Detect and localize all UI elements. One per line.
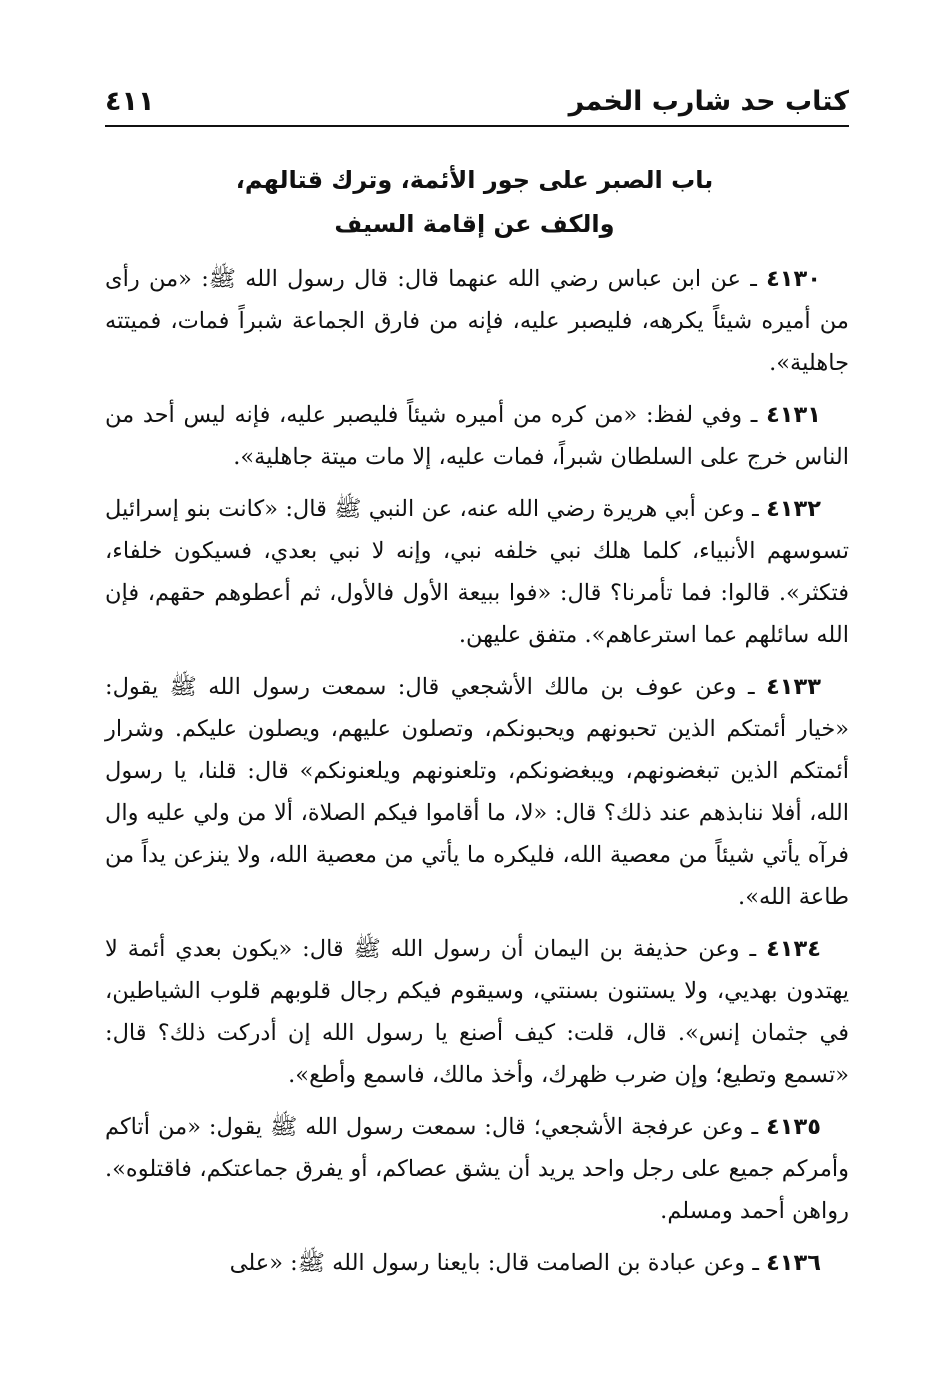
hadith-number: ٤١٣٢ (766, 496, 821, 522)
hadith-text: ـ وعن حذيفة بن اليمان أن رسول الله ﷺ قال: «يكون بعدي أئمة لا يهتدون بهديي، ولا يستنون بسنتي، وسيقوم فيكم رجال قلوبهم قلوب الشياطين، في جثمان إنس». قال، قلت: كيف أصنع يا رسول الله إن أدركت ذلك؟ قال: «تسمع وتطيع؛ وإن ضرب ظهرك، وأخذ مالك، فاسمع وأطع». (105, 936, 849, 1088)
hadith-number: ٤١٣١ (766, 402, 821, 428)
hadith-paragraph (105, 928, 849, 1096)
hadith-number: ٤١٣٣ (766, 674, 821, 700)
chapter-title-line-2: والكف عن إقامة السيف (334, 210, 615, 238)
hadith-text: ـ وعن عبادة بن الصامت قال: بايعنا رسول الله ﷺ: «على (229, 1250, 767, 1276)
hadith-number: ٤١٣٦ (766, 1250, 821, 1276)
hadith-paragraph (105, 1106, 849, 1232)
hadith-text: ـ وعن عرفجة الأشجعي؛ قال: سمعت رسول الله ﷺ يقول: «من أتاكم وأمركم جميع على رجل واحد يريد أن يشق عصاكم، أو يفرق جماعتكم، فاقتلوه». رواهن أحمد ومسلم. (105, 1114, 849, 1224)
hadith-text: ـ وفي لفظ: «من كره من أميره شيئاً فليصبر عليه، فإنه ليس أحد من الناس خرج على السلطان شبراً، فمات عليه، إلا مات ميتة جاهلية». (105, 402, 849, 470)
hadith-text: ـ عن ابن عباس رضي الله عنهما قال: قال رسول الله ﷺ: «من رأى من أميره شيئاً يكرهه، فليصبر عليه، فإنه من فارق الجماعة شبراً فمات، فميتته جاهلية». (105, 266, 849, 376)
chapter-title (110, 158, 839, 246)
header-rule (105, 125, 849, 127)
hadith-text: ـ وعن أبي هريرة رضي الله عنه، عن النبي ﷺ قال: «كانت بنو إسرائيل تسوسهم الأنبياء، كلما هلك نبي خلفه نبي، وإنه لا نبي بعدي، فسيكون خلفاء، فتكثر». قالوا: فما تأمرنا؟ قال: «فوا ببيعة الأول فالأول، ثم أعطوهم حقهم، فإن الله سائلهم عما استرعاهم». متفق عليهن. (105, 496, 849, 648)
running-header (105, 84, 849, 124)
hadith-number: ٤١٣٠ (766, 266, 821, 292)
page-number: ٤١١ (105, 86, 155, 117)
hadith-paragraph (105, 1242, 849, 1284)
hadith-paragraph (105, 488, 849, 656)
hadith-number: ٤١٣٥ (766, 1114, 821, 1140)
hadith-paragraph (105, 258, 849, 384)
book-title: كتاب حد شارب الخمر (568, 86, 849, 117)
hadith-paragraph (105, 666, 849, 918)
hadith-list (105, 258, 849, 1294)
hadith-number: ٤١٣٤ (766, 936, 821, 962)
chapter-title-line-1: باب الصبر على جور الأئمة، وترك قتالهم، (235, 166, 714, 194)
hadith-paragraph (105, 394, 849, 478)
hadith-text: ـ وعن عوف بن مالك الأشجعي قال: سمعت رسول الله ﷺ يقول: «خيار أئمتكم الذين تحبونهم ويحبونكم، وتصلون عليهم، ويصلون عليكم. وشرار أئمتكم الذين تبغضونهم، ويبغضونكم، وتلعنونهم ويلعنونكم» قال: قلنا، يا رسول الله، أفلا ننابذهم عند ذلك؟ قال: «لا، ما أقاموا فيكم الصلاة، ألا من ولي عليه وال فرآه يأتي شيئاً من معصية الله، فليكره ما يأتي من معصية الله، ولا ينزعن يداً من طاعة الله». (105, 674, 849, 910)
